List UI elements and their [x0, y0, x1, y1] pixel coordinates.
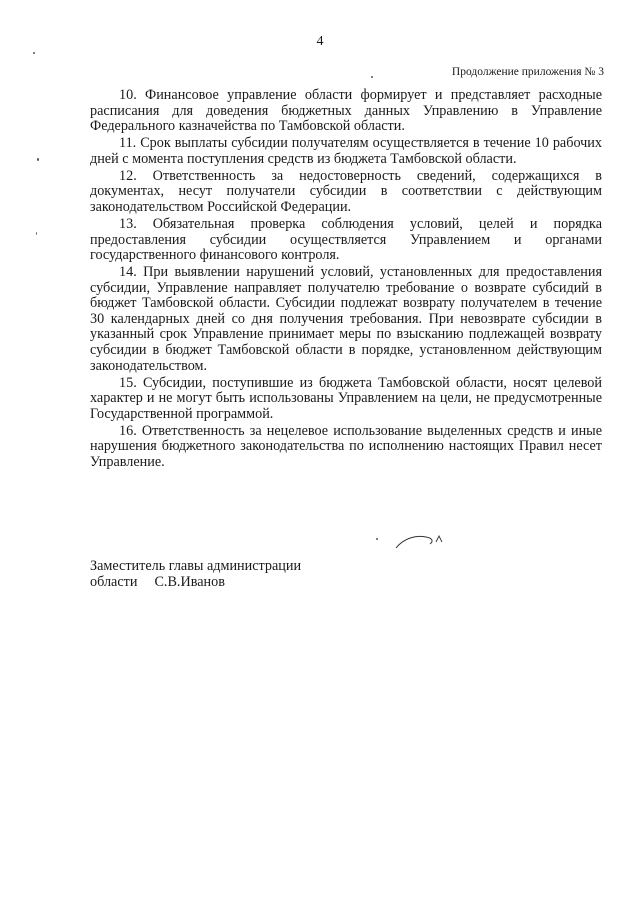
document-body: [90, 88, 602, 471]
signature-region-line: [90, 575, 301, 591]
appendix-continuation-note: Продолжение приложения № 3: [451, 66, 604, 78]
paragraph-14: 14. При выявлении нарушений условий, установленных для предоставления субсидии, Управление направляет получателю требование о возврате субсидий в бюджет Тамбовской области. Субсидии подлежат возврату получателем в течение 30 календарных дней со дня получения требования. При невозврате субсидии в указанный срок Управление принимает меры по взысканию подлежащей возврату субсидии в бюджет Тамбовской области в порядке, установленном действующим законодательством.: [90, 264, 602, 374]
paragraph-10: 10. Финансовое управление области формирует и представляет расходные расписания для доведения бюджетных данных Управлению в Управление Федерального казначейства по Тамбовской области.: [90, 87, 602, 135]
page-number: 4: [316, 34, 324, 49]
paragraph-11: 11. Срок выплаты субсидии получателям осуществляется в течение 10 рабочих дней с момента поступления средств из бюджета Тамбовской области.: [90, 135, 602, 167]
handwritten-signature-mark: [392, 532, 450, 554]
scan-speck: [36, 232, 37, 235]
scan-speck: [376, 538, 378, 540]
scan-speck: [33, 52, 35, 54]
paragraph-13: 13. Обязательная проверка соблюдения условий, целей и порядка предоставления субсидии осуществляется Управлением и органами государственного финансового контроля.: [90, 215, 602, 264]
paragraph-12: 12. Ответственность за недостоверность сведений, содержащихся в документах, несут получатели субсидии в соответствии с действующим законодательством Российской Федерации.: [90, 167, 602, 215]
signature-region: области: [90, 573, 138, 590]
signature-title-line: Заместитель главы администрации: [90, 558, 302, 574]
scan-speck: [371, 76, 373, 78]
paragraph-15: 15. Субсидии, поступившие из бюджета Тамбовской области, носят целевой характер и не могут быть использованы Управлением на цели, не предусмотренные Государственной программой.: [90, 374, 602, 422]
signatory-name: С.В.Иванов: [154, 573, 225, 590]
scan-speck: [37, 158, 39, 161]
signature-block: [90, 559, 301, 590]
paragraph-16: 16. Ответственность за нецелевое использование выделенных средств и иные нарушения бюджетного законодательства по исполнению настоящих Правил несет Управление.: [90, 422, 602, 470]
